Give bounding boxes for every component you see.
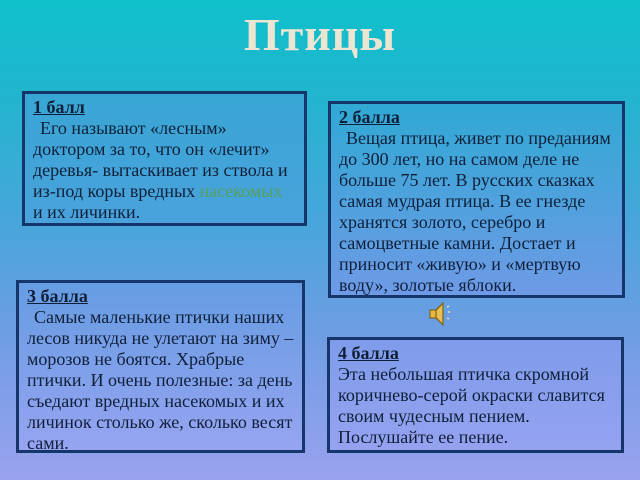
question-box-3-points[interactable] (16, 280, 305, 453)
question-text-1-before: Его называют «лесным» доктором за то, что он «лечит» деревья- вытаскивает из ствола и из-под коры вредных (33, 118, 288, 202)
points-heading-3: 3 балла (27, 286, 88, 306)
slide-title: Птицы (243, 9, 397, 60)
question-text-4: Эта небольшая птичка скромной коричнево-серой окраски славится своим чудесным пением. Послушайте ее пение. (338, 364, 605, 448)
question-text-1 (33, 118, 296, 223)
question-text-2: Вещая птица, живет по преданиям до 300 лет, но на самом деле не больше 75 лет. В русских сказках самая мудрая птица. В ее гнезде хранятся золото, серебро и самоцветные камни. Достает и приносит «живую» и «мертвую воду», золотые яблоки. (339, 128, 611, 296)
points-heading-4: 4 балла (338, 343, 399, 363)
question-box-1-point[interactable] (22, 91, 307, 226)
question-box-2-points[interactable] (328, 101, 625, 298)
points-heading-2: 2 балла (339, 107, 400, 127)
question-box-4-points[interactable] (327, 337, 624, 453)
points-heading-1: 1 балл (33, 97, 85, 117)
speaker-icon[interactable] (426, 299, 456, 329)
speaker-icon-svg (426, 299, 456, 329)
question-text-1-after: и их личинки. (33, 202, 141, 223)
insects-link[interactable]: насекомых (199, 181, 283, 202)
question-text-3: Самые маленькие птички наших лесов никуда не улетают на зиму – морозов не боятся. Храбрые птички. И очень полезные: за день съедают вредных насекомых и их личинок столько же, сколько весят сами. (27, 307, 294, 454)
